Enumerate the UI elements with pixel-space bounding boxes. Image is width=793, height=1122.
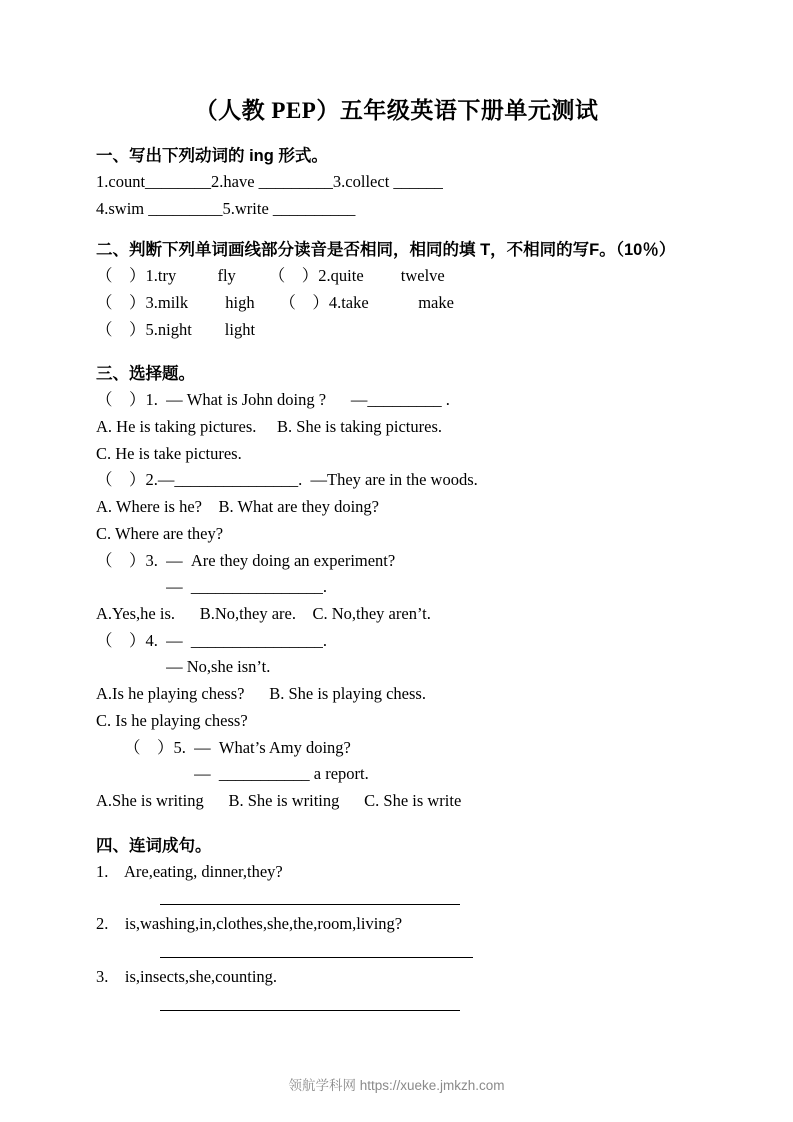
section-heading-3: 三、选择题。	[96, 365, 195, 384]
section3-line-13: C. Is he playing chess?	[96, 710, 248, 730]
section3-line-5: A. Where is he? B. What are they doing?	[96, 497, 380, 517]
section3-line-16: A.She is writing B. She is writing C. She is write	[96, 790, 462, 810]
section2-line-2: （ ）3.milk high （ ）4.take make	[96, 292, 454, 312]
section3-line-15: — ___________ a report.	[124, 764, 369, 784]
section2-line-1: （ ）1.try fly （ ）2.quite twelve	[96, 266, 445, 286]
section4-item-3: 3. is,insects,she,counting.	[96, 967, 278, 987]
section3-line-14: （ ）5. — What’s Amy doing?	[124, 737, 351, 757]
section1-line-1: 1.count________2.have _________3.collect ______	[96, 171, 443, 191]
section3-line-4: （ ）2.—_______________. —They are in the woods.	[96, 470, 478, 490]
section-heading-2: 二、判断下列单词画线部分读音是否相同，相同的填 T，不相同的写F。（10％）	[96, 241, 676, 260]
section1-line-2: 4.swim _________5.write __________	[96, 198, 356, 218]
section4-item-1: 1. Are,eating, dinner,they?	[96, 861, 283, 881]
footer-watermark: 领航学科网 https://xueke.jmkzh.com	[288, 1078, 505, 1093]
section3-line-2: A. He is taking pictures. B. She is taking pictures.	[96, 416, 442, 436]
section3-line-1: （ ）1. — What is John doing ? —_________ .	[96, 390, 450, 410]
section4-item-2: 2. is,washing,in,clothes,she,the,room,living?	[96, 914, 403, 934]
section-heading-1: 一、写出下列动词的 ing 形式。	[96, 147, 328, 165]
answer-blank-3	[160, 1009, 460, 1011]
section3-line-3: C. He is take pictures.	[96, 443, 242, 463]
section3-line-6: C. Where are they?	[96, 523, 224, 543]
section3-line-12: A.Is he playing chess? B. She is playing chess.	[96, 684, 426, 704]
section3-line-8: — ________________.	[96, 577, 327, 597]
section2-line-3: （ ）5.night light	[96, 319, 256, 339]
section3-line-9: A.Yes,he is. B.No,they are. C. No,they aren’t.	[96, 603, 431, 623]
page-title: （人教 PEP）五年级英语下册单元测试	[194, 98, 599, 123]
section3-line-7: （ ）3. — Are they doing an experiment?	[96, 550, 396, 570]
section3-line-11: — No,she isn’t.	[96, 657, 271, 677]
section-heading-4: 四、连词成句。	[96, 836, 212, 855]
section3-line-10: （ ）4. — ________________.	[96, 630, 327, 650]
